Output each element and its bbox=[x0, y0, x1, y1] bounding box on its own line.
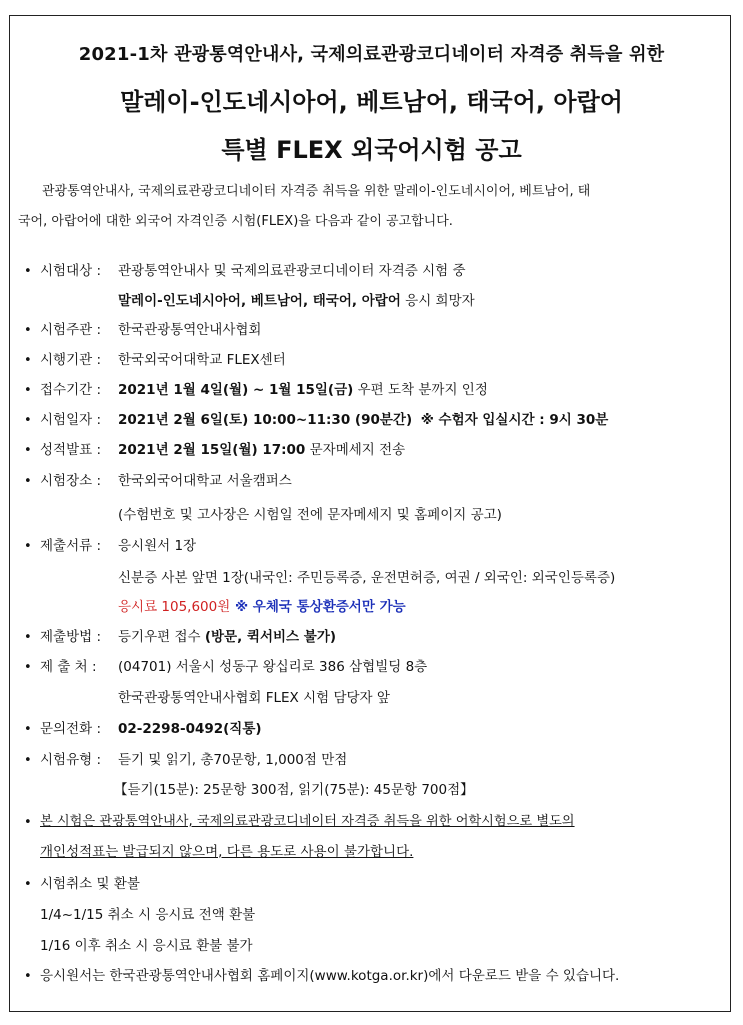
item-label: 제출서류 : bbox=[40, 538, 102, 554]
bullet: • bbox=[24, 722, 32, 737]
bullet: • bbox=[24, 815, 32, 830]
title-line-3: 특별 FLEX 외국어시험 공고 bbox=[221, 136, 522, 164]
item-label: 시험대상 : bbox=[40, 263, 102, 279]
languages-rest: 응시 희망자 bbox=[400, 293, 475, 309]
notice-line-1: 본 시험은 관광통역안내사, 국제의료관광코디네이터 자격증 취득을 위한 어학시험으로 별도의 bbox=[40, 814, 575, 829]
item-value: 듣기 및 읽기, 총70문항, 1,000점 만점 bbox=[118, 752, 348, 768]
bullet: • bbox=[24, 353, 32, 368]
item-value: 응시원서 1장 bbox=[118, 538, 197, 554]
fee-amount: 응시료 105,600원 bbox=[118, 599, 231, 615]
item-value: (04701) 서울시 성동구 왕십리로 386 삼협빌딩 8층 bbox=[118, 659, 428, 675]
phone-number: 02-2298-0492(직통) bbox=[118, 721, 262, 737]
refund-line-1: 1/4~1/15 취소 시 응시료 전액 환불 bbox=[40, 907, 256, 923]
bullet: • bbox=[24, 323, 32, 338]
result-date: 2021년 2월 15일(월) 17:00 bbox=[118, 442, 306, 458]
bullet: • bbox=[24, 443, 32, 458]
apply-note: 우편 도착 분까지 인정 bbox=[353, 382, 488, 398]
entry-time-note: ※ 수험자 입실시간 : 9시 30분 bbox=[420, 412, 609, 428]
type-detail: 【듣기(15분): 25문항 300점, 읽기(75분): 45문항 700점】 bbox=[114, 782, 474, 798]
apply-period: 2021년 1월 4일(월) ~ 1월 15일(금) bbox=[118, 382, 354, 398]
item-label: 시험장소 : bbox=[40, 473, 102, 489]
method-bold: (방문, 퀵서비스 불가) bbox=[204, 629, 337, 645]
item-target-languages bbox=[118, 292, 475, 310]
item-label: 제출방법 : bbox=[40, 629, 102, 645]
item-value: 관광통역안내사 및 국제의료관광코디네이터 자격증 시험 중 bbox=[118, 263, 466, 279]
item-label: 문의전화 : bbox=[40, 721, 102, 737]
item-value: 한국관광통역안내사협회 bbox=[118, 322, 262, 338]
item-label: 시행기관 : bbox=[40, 352, 102, 368]
bullet: • bbox=[24, 539, 32, 554]
item-label: 시험유형 : bbox=[40, 752, 102, 768]
bullet: • bbox=[24, 877, 32, 892]
bullet: • bbox=[24, 969, 32, 984]
item-label: 시험일자 : bbox=[40, 412, 102, 428]
docs-id-copy: 신분증 사본 앞면 1장(내국인: 주민등록증, 운전면허증, 여권 / 외국인: 외국인등록증) bbox=[118, 570, 616, 586]
refund-label: 시험취소 및 환불 bbox=[40, 876, 140, 892]
method-value: 등기우편 접수 bbox=[118, 629, 205, 645]
intro-line-1: 관광통역안내사, 국제의료관광코디네이터 자격증 취득을 위한 말레이-인도네시이어, 베트남어, 태 bbox=[42, 184, 591, 199]
bullet: • bbox=[24, 660, 32, 675]
title-line-2: 말레이-인도네시아어, 베트남어, 태국어, 아랍어 bbox=[120, 88, 623, 116]
item-label: 접수기간 : bbox=[40, 382, 102, 398]
bullet: • bbox=[24, 264, 32, 279]
download-note: 응시원서는 한국관광통역안내사협회 홈페이지(www.kotga.or.kr)에서 다운로드 받을 수 있습니다. bbox=[40, 968, 620, 984]
place-note: (수험번호 및 고사장은 시험일 전에 문자메세지 및 홈페이지 공고) bbox=[118, 507, 502, 523]
intro-line-2: 국어, 아랍어에 대한 외국어 자격인증 시험(FLEX)을 다음과 같이 공고합니다. bbox=[18, 214, 453, 229]
title-line-1: 2021-1차 관광통역안내사, 국제의료관광코디네이터 자격증 취득을 위한 bbox=[78, 44, 665, 65]
item-value: 한국외국어대학교 FLEX센터 bbox=[118, 352, 286, 368]
item-label: 제 출 처 : bbox=[40, 659, 97, 675]
item-value: 한국외국어대학교 서울캠퍼스 bbox=[118, 473, 292, 489]
bullet: • bbox=[24, 413, 32, 428]
address-line-2: 한국관광통역안내사협회 FLEX 시험 담당자 앞 bbox=[118, 690, 390, 706]
bullet: • bbox=[24, 383, 32, 398]
exam-date: 2021년 2월 6일(토) 10:00~11:30 (90분간) bbox=[118, 412, 413, 428]
bullet: • bbox=[24, 753, 32, 768]
notice-line-2: 개인성적표는 발급되지 않으며, 다른 용도로 사용이 불가합니다. bbox=[40, 844, 414, 860]
refund-line-2: 1/16 이후 취소 시 응시료 환불 불가 bbox=[40, 938, 253, 954]
languages-bold: 말레이-인도네시아어, 베트남어, 태국어, 아랍어 bbox=[118, 293, 401, 309]
fee-note: ※ 우체국 통상환증서만 가능 bbox=[230, 599, 406, 615]
result-note: 문자메세지 전송 bbox=[305, 442, 406, 458]
bullet: • bbox=[24, 630, 32, 645]
docs-fee bbox=[118, 598, 406, 616]
bullet: • bbox=[24, 474, 32, 489]
item-label: 성적발표 : bbox=[40, 442, 102, 458]
item-label: 시험주관 : bbox=[40, 322, 102, 338]
